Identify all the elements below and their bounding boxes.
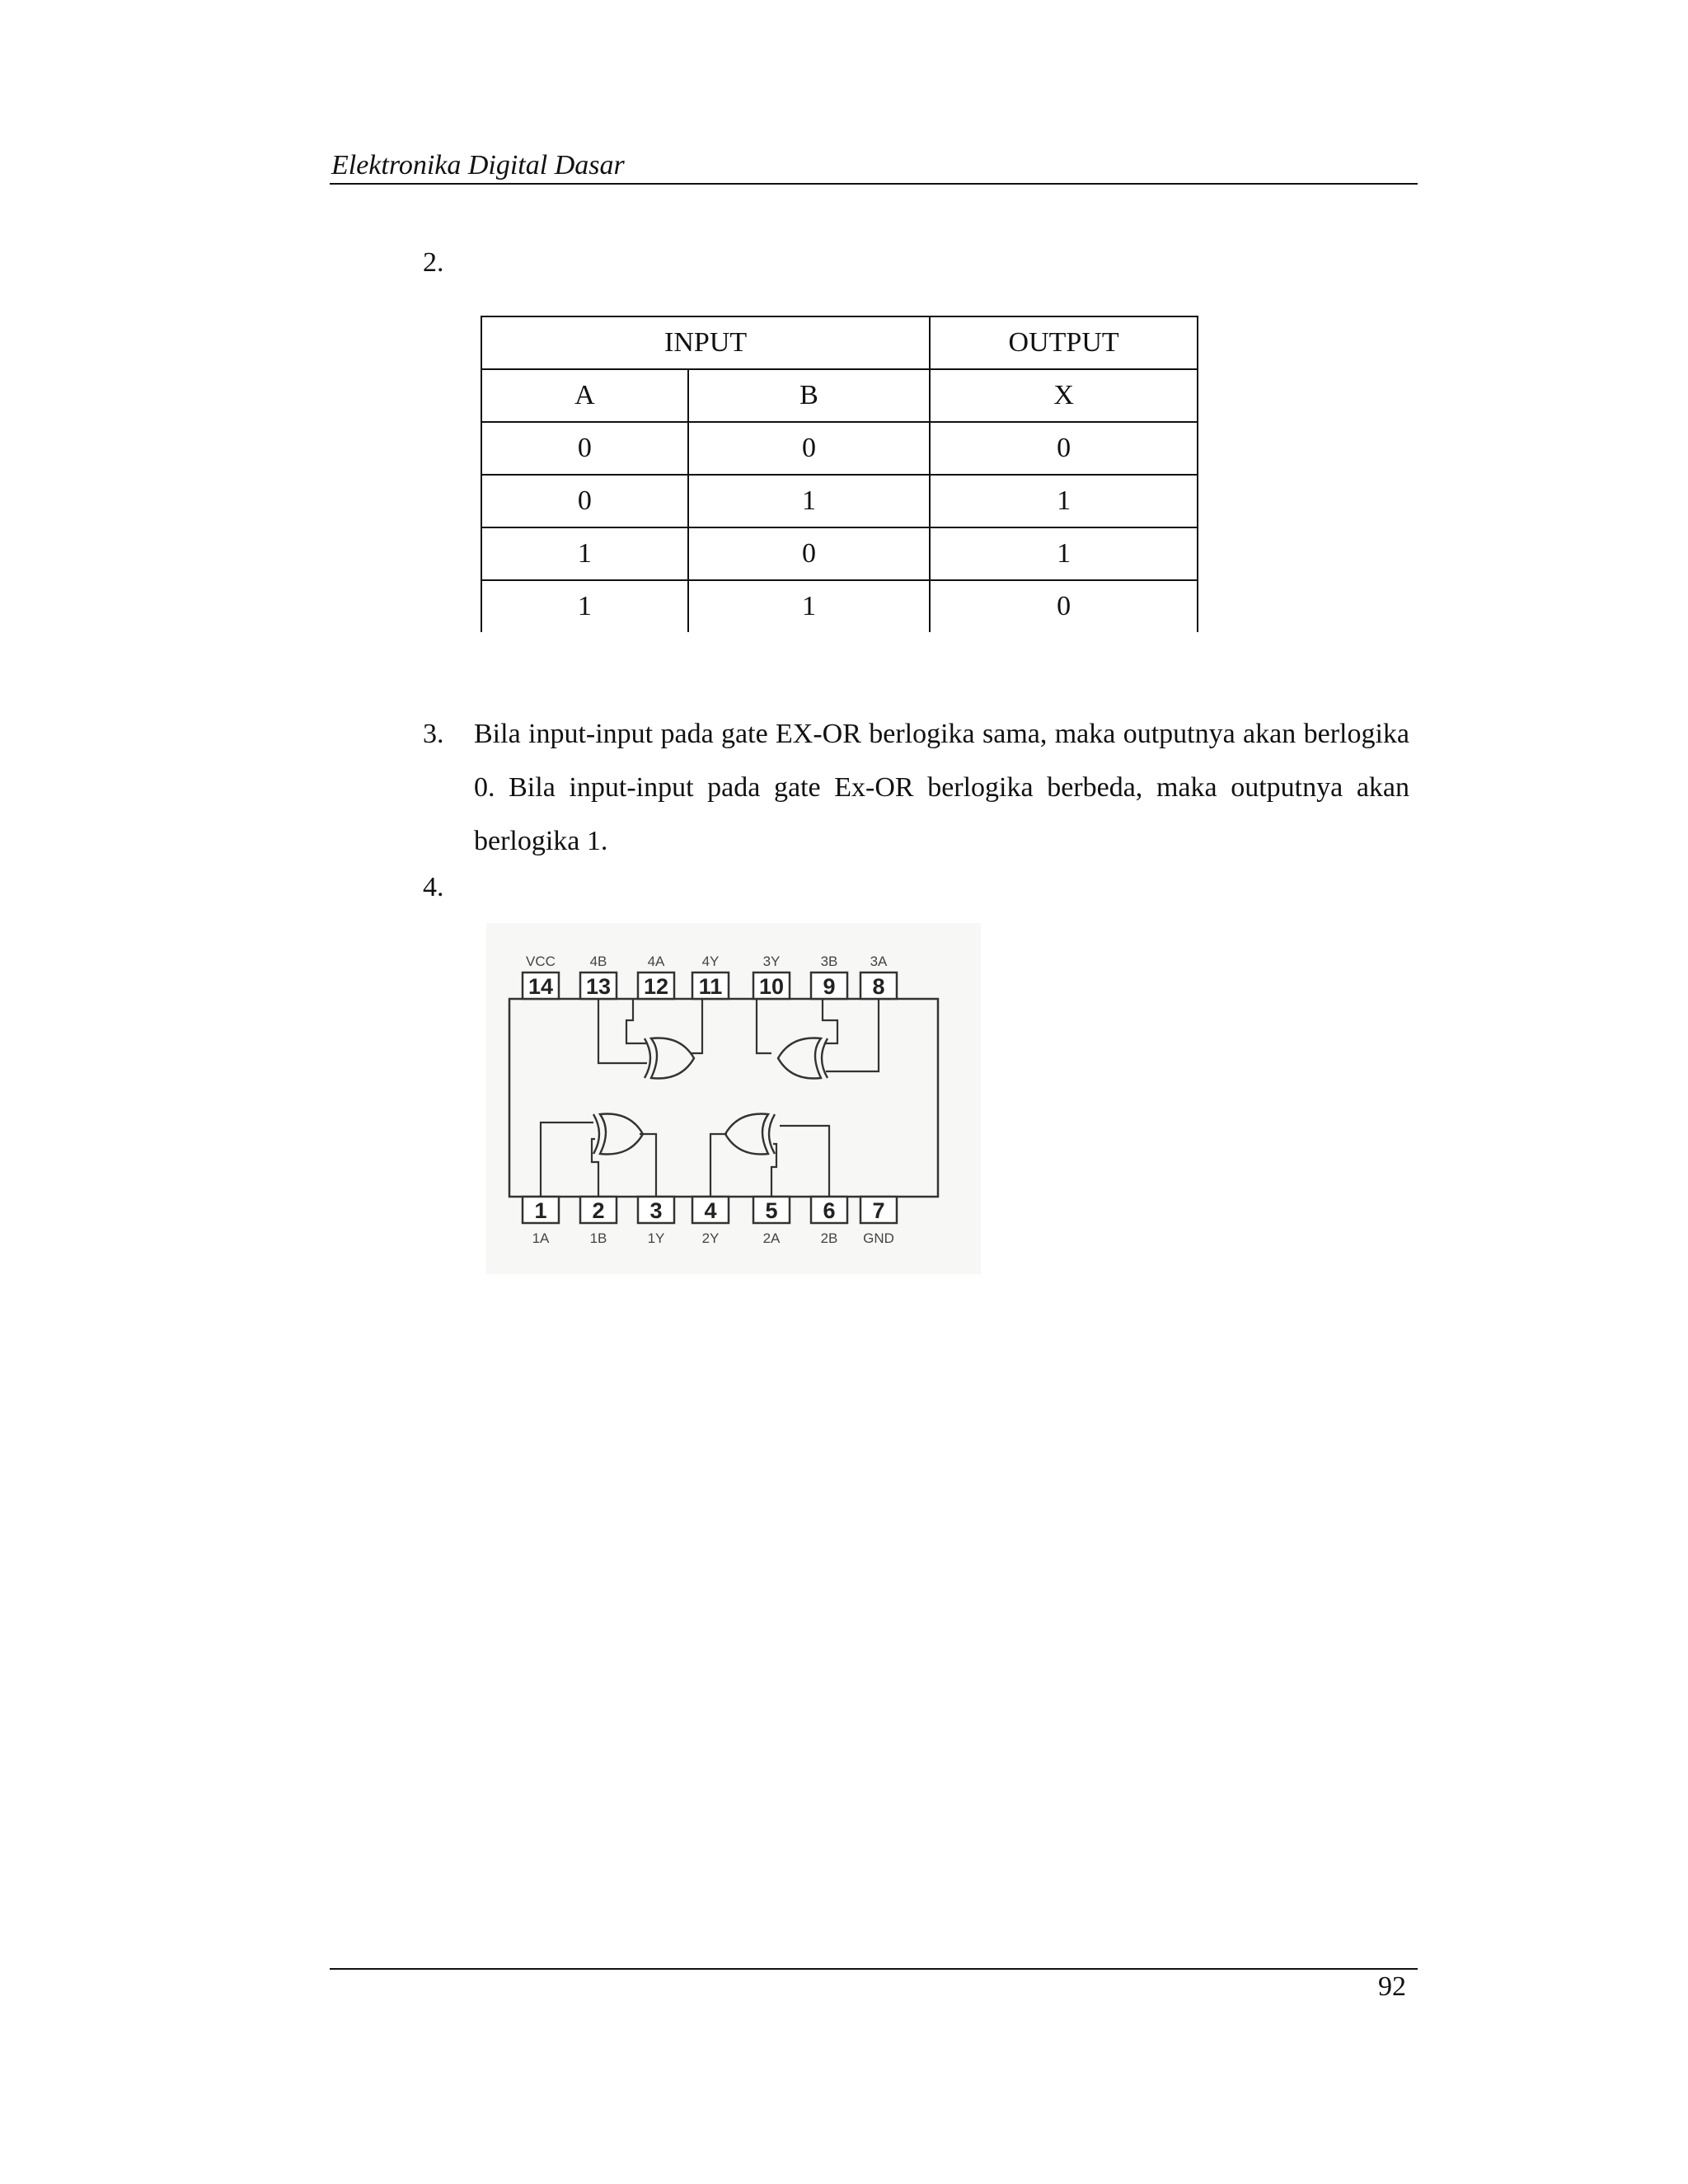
xor-gate-4-symbol xyxy=(651,1038,694,1079)
pin-5-label: 2A xyxy=(762,1230,781,1246)
xor-gate-3-symbol xyxy=(778,1038,821,1079)
cell-a: 1 xyxy=(481,527,688,580)
pin-3-label: 1Y xyxy=(647,1230,665,1246)
running-header-title: Elektronika Digital Dasar xyxy=(331,150,625,180)
table-row xyxy=(481,475,1198,527)
pin-1-label: 1A xyxy=(532,1230,550,1246)
column-header-a: A xyxy=(481,369,688,422)
cell-x: 1 xyxy=(930,475,1198,527)
header-rule xyxy=(330,183,1418,185)
ic-diagram-svg xyxy=(486,923,981,1274)
pin-9-label: 3B xyxy=(820,954,838,969)
input-group-header: INPUT xyxy=(481,316,930,369)
cell-a: 0 xyxy=(481,475,688,527)
cell-x: 1 xyxy=(930,527,1198,580)
column-header-b: B xyxy=(688,369,930,422)
page-number: 92 xyxy=(1378,1971,1406,2002)
pin-8-label: 3A xyxy=(870,954,888,969)
truth-table-column-header-row xyxy=(481,369,1198,422)
pin-8-number: 8 xyxy=(872,974,885,999)
cell-x: 0 xyxy=(930,580,1198,632)
pin-11-number: 11 xyxy=(698,974,723,999)
footer-rule xyxy=(330,1968,1418,1970)
pin-14-number: 14 xyxy=(528,974,554,999)
cell-b: 0 xyxy=(688,527,930,580)
pin-10-label: 3Y xyxy=(762,954,781,969)
ic-body xyxy=(509,999,938,1197)
column-header-x: X xyxy=(930,369,1198,422)
internal-wiring xyxy=(541,999,879,1197)
item-2-number: 2. xyxy=(423,247,444,278)
pin-4-label: 2Y xyxy=(701,1230,720,1246)
pin-9-number: 9 xyxy=(823,974,836,999)
pin-13-number: 13 xyxy=(585,974,612,999)
truth-table xyxy=(481,316,1198,632)
pin-4-number: 4 xyxy=(704,1198,717,1223)
xor-gate-2-symbol xyxy=(725,1114,768,1155)
table-row xyxy=(481,422,1198,475)
cell-b: 0 xyxy=(688,422,930,475)
cell-b: 1 xyxy=(688,475,930,527)
pin-14-label: VCC xyxy=(526,954,556,969)
table-row xyxy=(481,580,1198,632)
item-3-number: 3. xyxy=(423,719,444,749)
cell-a: 0 xyxy=(481,422,688,475)
pin-2-label: 1B xyxy=(589,1230,607,1246)
item-4-number: 4. xyxy=(423,872,444,902)
pin-11-label: 4Y xyxy=(701,954,720,969)
pin-5-number: 5 xyxy=(765,1198,778,1223)
pin-3-number: 3 xyxy=(649,1198,663,1223)
output-group-header: OUTPUT xyxy=(930,316,1198,369)
pin-6-label: 2B xyxy=(820,1230,838,1246)
pin-1-number: 1 xyxy=(534,1198,547,1223)
pin-12-label: 4A xyxy=(647,954,665,969)
pin-12-number: 12 xyxy=(643,974,669,999)
pin-2-number: 2 xyxy=(592,1198,605,1223)
pin-7-number: 7 xyxy=(872,1198,885,1223)
pin-13-label: 4B xyxy=(589,954,607,969)
pin-7-label: GND xyxy=(863,1230,894,1246)
pin-10-number: 10 xyxy=(758,974,785,999)
cell-x: 0 xyxy=(930,422,1198,475)
pin-6-number: 6 xyxy=(823,1198,836,1223)
cell-a: 1 xyxy=(481,580,688,632)
cell-b: 1 xyxy=(688,580,930,632)
xor-gate-1-symbol xyxy=(600,1114,643,1155)
table-row xyxy=(481,527,1198,580)
truth-table-group-header-row xyxy=(481,316,1198,369)
ic-7486-pinout-diagram xyxy=(486,923,981,1274)
item-3-paragraph: Bila input-input pada gate EX-OR berlogika sama, maka outputnya akan berlogika 0. Bila input-input pada gate Ex-OR berlogika berbeda, maka outputnya akan berlogika 1. xyxy=(474,719,1409,856)
